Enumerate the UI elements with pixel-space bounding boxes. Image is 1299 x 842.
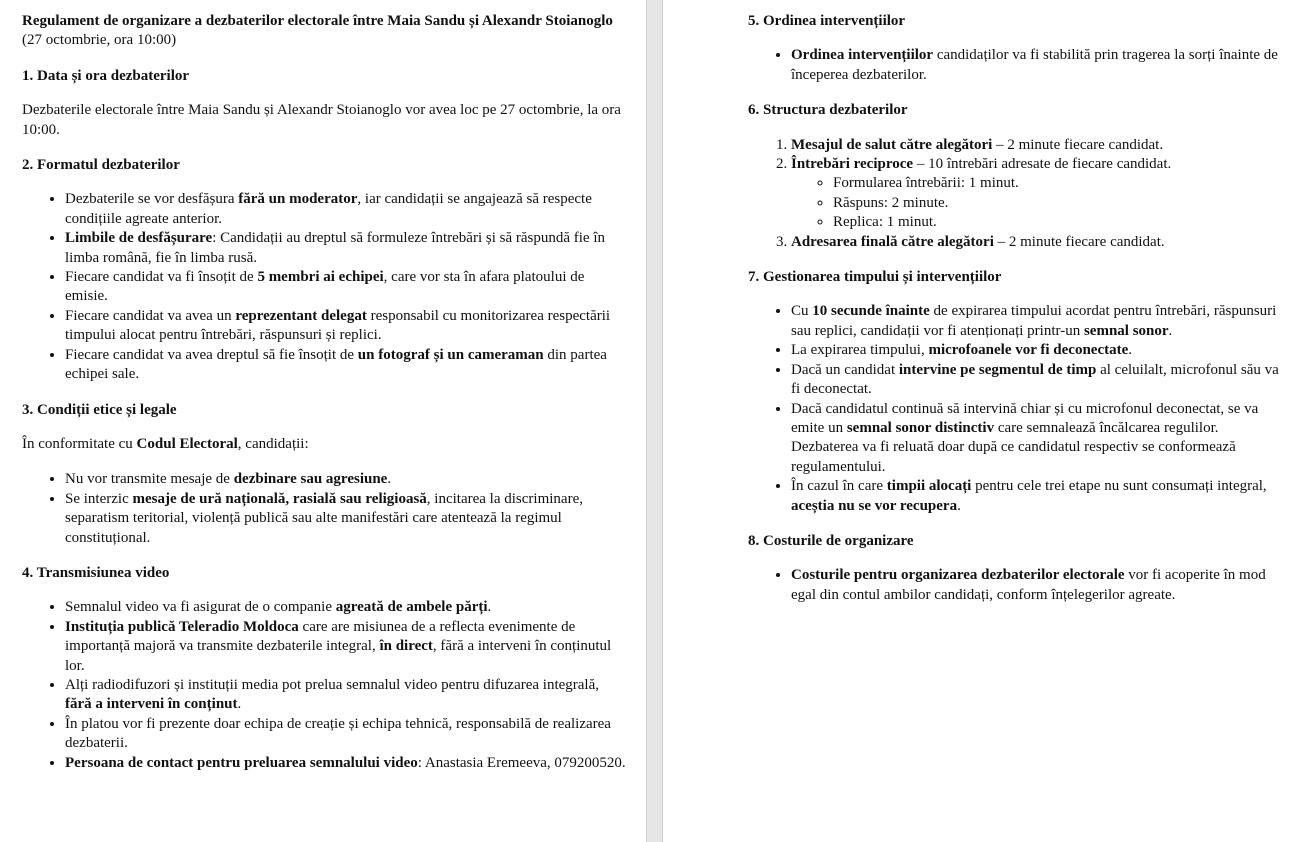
list-item: 3. Adresarea finală către alegători – 2 minute fiecare candidat.	[791, 233, 1289, 252]
list-item: • Costurile pentru organizarea dezbaterilor electorale vor fi acoperite în mod egal din contul ambilor candidați, conform înțelegerilor agreate.	[791, 566, 1289, 605]
sub-list-item: ◦ Răspuns: 2 minute.	[833, 194, 1289, 213]
section-3-intro: În conformitate cu Codul Electoral, candidații:	[22, 435, 309, 452]
section-heading-4: 4. Transmisiunea video	[22, 564, 170, 581]
section-6-list	[748, 136, 1289, 252]
list-item: • Dacă un candidat intervine pe segmentul de timp al celuilalt, microfonul său va fi deconectat.	[791, 361, 1289, 400]
section-heading-5: 5. Ordinea intervențiilor	[748, 13, 906, 29]
list-item: • Persoana de contact pentru preluarea semnalului video: Anastasia Eremeeva, 079200520.	[65, 754, 626, 773]
list-item: • Cu 10 secunde înainte de expirarea timpului acordat pentru întrebări, răspunsuri sau replici, candidații vor fi atenționați printr-un semnal sonor.	[791, 302, 1289, 341]
section-7-list	[748, 302, 1289, 515]
section-3-list	[22, 470, 626, 548]
section-heading-8: 8. Costurile de organizare	[748, 532, 914, 549]
list-item: • Fiecare candidat va fi însoțit de 5 membri ai echipei, care vor sta în afara platoului de emisie.	[65, 268, 626, 307]
list-item: • În platou vor fi prezente doar echipa de creație și echipa tehnică, responsabilă de realizarea dezbaterii.	[65, 715, 626, 754]
section-1-text: Dezbaterile electorale între Maia Sandu și Alexandr Stoianoglo vor avea loc pe 27 octombrie, la ora 10:00.	[22, 102, 621, 138]
section-2-list	[22, 190, 626, 384]
list-item: • Alți radiodifuzori și instituții media pot prelua semnalul video pentru difuzarea integrală, fără a interveni în conținut.	[65, 676, 626, 715]
list-item: • Instituția publică Teleradio Moldoca care are misiunea de a reflecta evenimente de importanță majoră va transmite dezbaterile integral, în direct, fără a interveni în conținutul lor.	[65, 618, 626, 676]
section-heading-2: 2. Formatul dezbaterilor	[22, 157, 180, 174]
list-item: 2. Întrebări reciproce – 10 întrebări adresate de fiecare candidat. ◦ Formularea întrebării: 1 minut. ◦ Răspuns: 2 minute. ◦ Replica: 1 minut.	[791, 155, 1289, 233]
section-4-list	[22, 598, 626, 773]
list-item: • Se interzic mesaje de ură națională, rasială sau religioasă, incitarea la discriminare, separatism teritorial, violență publică sau alte manifestări care atentează la regimul constituțional.	[65, 490, 626, 548]
list-item: • În cazul în care timpii alocați pentru cele trei etape nu sunt consumați integral, aceștia nu se vor recupera.	[791, 477, 1289, 516]
section-5-list	[748, 46, 1289, 85]
list-item: • Dacă candidatul continuă să intervină chiar și cu microfonul deconectat, se va emite un semnal sonor distinctiv care semnalează încălcarea regulilor. Dezbaterea va fi reluată doar după ce candidatul respectiv se conformează regulamentului.	[791, 400, 1289, 478]
list-item: 1. Mesajul de salut către alegători – 2 minute fiecare candidat.	[791, 136, 1289, 155]
document-page-right[interactable]	[663, 0, 1299, 842]
list-item: • Ordinea intervențiilor candidaților va fi stabilită prin tragerea la sorți înainte de începerea dezbaterilor.	[791, 46, 1289, 85]
sub-list	[791, 174, 1289, 232]
document-subtitle: (27 octombrie, ora 10:00)	[22, 32, 177, 49]
list-item: • Nu vor transmite mesaje de dezbinare sau agresiune.	[65, 470, 626, 489]
list-item: • Dezbaterile se vor desfășura fără un moderator, iar candidații se angajează să respecte condițiile agreate anterior.	[65, 190, 626, 229]
section-8-list	[748, 566, 1289, 605]
sub-list-item: ◦ Formularea întrebării: 1 minut.	[833, 174, 1289, 193]
document-title: Regulament de organizare a dezbaterilor electorale între Maia Sandu și Alexandr Stoianoglo	[22, 13, 613, 29]
section-heading-7: 7. Gestionarea timpului și intervențiilor	[748, 269, 1002, 286]
list-item: • Fiecare candidat va avea dreptul să fie însoțit de un fotograf și un cameraman din partea echipei sale.	[65, 346, 626, 385]
document-page-left[interactable]	[0, 0, 646, 842]
list-item: • Semnalul video va fi asigurat de o companie agreată de ambele părți.	[65, 598, 626, 617]
page-gutter	[646, 0, 663, 842]
sub-list-item: ◦ Replica: 1 minut.	[833, 213, 1289, 232]
list-item: • Fiecare candidat va avea un reprezentant delegat responsabil cu monitorizarea respectării timpului alocat pentru întrebări, răspunsuri și replici.	[65, 307, 626, 346]
section-heading-3: 3. Condiții etice și legale	[22, 401, 177, 418]
section-heading-6: 6. Structura dezbaterilor	[748, 102, 908, 119]
section-heading-1: 1. Data și ora dezbaterilor	[22, 67, 190, 84]
list-item: • Limbile de desfășurare: Candidații au dreptul să formuleze întrebări și să răspundă fie în limba română, fie în limba rusă.	[65, 229, 626, 268]
list-item: • La expirarea timpului, microfoanele vor fi deconectate.	[791, 341, 1289, 360]
